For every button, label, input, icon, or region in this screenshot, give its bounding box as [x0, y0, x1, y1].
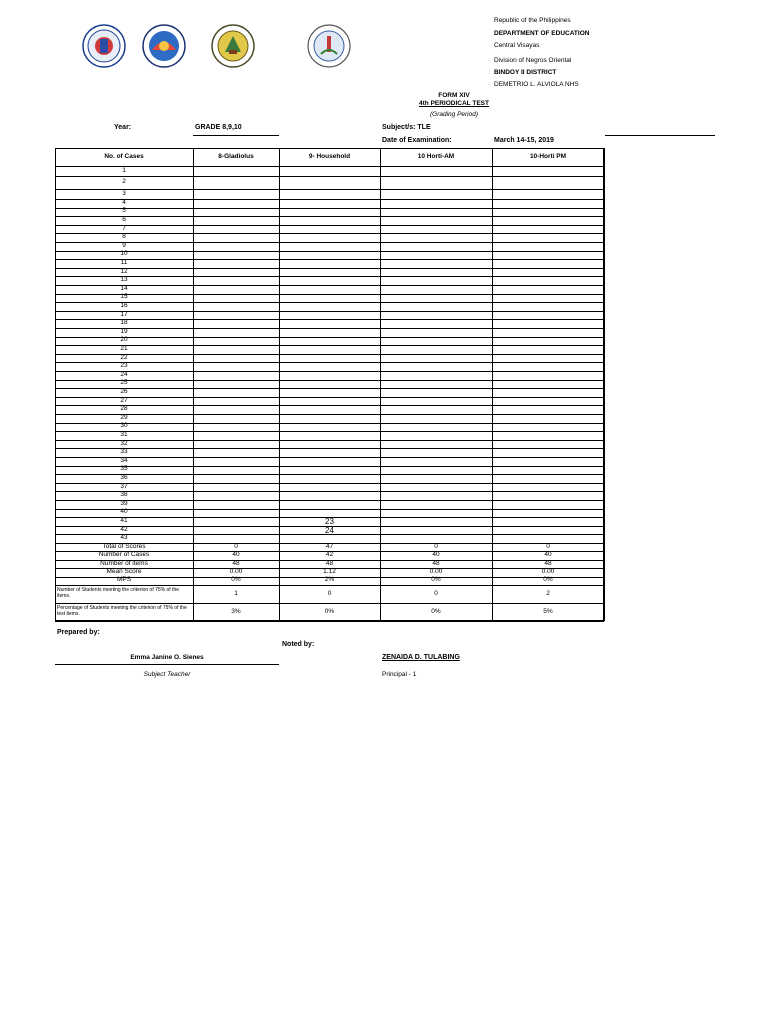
case-number: 25 [120, 379, 128, 387]
division-seal-icon [211, 24, 255, 68]
column-header: 10-Horti PM [529, 153, 567, 160]
criterion-value: 0% [324, 607, 335, 615]
summary-label: Number of Cases [98, 551, 150, 559]
case-number: 11 [120, 259, 128, 266]
summary-value: 40 [432, 551, 440, 559]
criterion-label: Number of Students meeting the criterion of 75% of the items. [57, 587, 180, 599]
summary-value: 2% [324, 576, 335, 584]
summary-value: 40 [232, 551, 240, 559]
case-number: 15 [120, 293, 128, 301]
case-number: 6 [122, 216, 126, 223]
teacher-signature-line [55, 664, 279, 665]
case-number: 39 [120, 499, 128, 507]
case-number: 36 [120, 474, 128, 481]
prepared-by-label: Prepared by: [57, 629, 100, 636]
case-number: 27 [120, 396, 128, 404]
table-row-line [55, 603, 604, 604]
date-label: Date of Examination: [382, 137, 452, 144]
date-value: March 14-15, 2019 [494, 137, 554, 144]
table-row-line [55, 176, 604, 177]
criterion-label: Percentage of Students meeting the criterion of 75% of the test items. [57, 605, 187, 617]
case-number: 22 [120, 353, 128, 361]
header-line: Central Visayas [494, 42, 540, 49]
header-line: DEMETRIO L. ALVIOLA NHS [494, 81, 579, 88]
summary-label: Number of items [100, 559, 148, 567]
criterion-value: 5% [543, 607, 553, 615]
case-number: 33 [120, 448, 128, 456]
case-number: 17 [120, 310, 128, 318]
case-number: 5 [122, 207, 126, 215]
summary-value: 1.12 [323, 567, 336, 575]
summary-value: 48 [432, 559, 440, 567]
case-score: 23 [325, 517, 334, 526]
case-number: 31 [120, 431, 128, 438]
summary-value: 42 [325, 551, 334, 559]
summary-value: 0.00 [541, 567, 555, 575]
case-number: 41 [120, 517, 128, 524]
criterion-value: 0 [434, 589, 438, 597]
case-number: 24 [120, 370, 128, 378]
summary-label: Mean Score [106, 567, 142, 575]
teacher-name: Emma Janine O. Sienes [130, 654, 204, 661]
column-header: 9- Household [308, 153, 351, 160]
table-row-line [55, 621, 604, 622]
case-score: 24 [325, 525, 334, 535]
header-line: Republic of the Philippines [494, 17, 571, 24]
test-title: 4th PERIODICAL TEST [419, 100, 489, 107]
principal-title: Principal - 1 [382, 671, 417, 678]
grading-period: (Grading Period) [429, 111, 479, 118]
school-seal-icon [307, 24, 351, 68]
column-header: 10 Horti-AM [417, 153, 455, 160]
summary-value: 48 [232, 559, 240, 567]
case-number: 32 [120, 439, 128, 447]
case-number: 3 [122, 189, 126, 197]
summary-value: 40 [544, 551, 552, 559]
case-number: 26 [120, 388, 128, 395]
case-number: 40 [120, 508, 128, 516]
grade-underline [193, 135, 279, 136]
summary-value: 0% [543, 576, 553, 584]
summary-label: Total of Scores [102, 542, 146, 550]
criterion-value: 1 [234, 589, 238, 597]
summary-value: 48 [325, 559, 334, 567]
summary-value: 47 [325, 542, 334, 550]
table-row-line [55, 585, 604, 586]
case-number: 2 [122, 178, 126, 185]
summary-value: 0.00 [229, 567, 243, 575]
column-header: 8-Gladiolus [218, 153, 254, 160]
table-column-line [604, 148, 605, 621]
case-number: 23 [120, 362, 128, 370]
deped-seal-icon [82, 24, 126, 68]
case-number: 12 [120, 267, 128, 275]
summary-value: 0 [546, 542, 550, 550]
principal-name: ZENAIDA D. TULABING [382, 654, 460, 661]
summary-value: 48 [544, 559, 552, 567]
header-line: Division of Negros Oriental [494, 57, 572, 64]
case-number: 16 [120, 302, 128, 309]
year-label: Year: [114, 124, 132, 131]
subject-underline [605, 135, 715, 136]
case-number: 13 [120, 276, 128, 284]
case-number: 34 [120, 456, 128, 464]
case-number: 7 [122, 224, 126, 232]
case-number: 43 [120, 534, 128, 542]
item-analysis-table [55, 148, 606, 621]
case-number: 14 [120, 284, 128, 292]
noted-by-label: Noted by: [282, 641, 315, 648]
criterion-value: 3% [231, 607, 241, 615]
department-of-education-logo-icon [142, 24, 186, 68]
summary-value: 0 [434, 542, 438, 550]
case-number: 42 [120, 525, 128, 533]
criterion-value: 0% [431, 607, 441, 615]
summary-value: 0% [231, 576, 241, 584]
case-number: 19 [120, 327, 128, 335]
teacher-title: Subject Teacher [143, 671, 191, 678]
criterion-value: 0 [327, 589, 332, 597]
grade-value: GRADE 8,9,10 [195, 124, 242, 131]
header-line: BINDOY II DISTRICT [494, 69, 557, 76]
case-number: 37 [120, 482, 128, 490]
summary-label: MPS [116, 576, 132, 584]
summary-value: 0 [234, 542, 238, 550]
case-number: 29 [120, 413, 128, 421]
header-line: DEPARTMENT OF EDUCATION [494, 30, 590, 37]
case-number: 8 [122, 233, 126, 241]
summary-value: 0% [431, 576, 441, 584]
case-number: 20 [120, 336, 128, 344]
form-title: FORM XIV [438, 92, 470, 99]
case-number: 4 [122, 198, 126, 206]
case-number: 30 [120, 422, 128, 430]
case-number: 1 [122, 166, 126, 174]
case-number: 9 [122, 241, 126, 249]
summary-value: 0.00 [429, 567, 443, 575]
column-header: No. of Cases [104, 153, 144, 160]
case-number: 28 [120, 405, 128, 413]
subject-label: Subject/s: TLE [382, 124, 431, 131]
criterion-value: 2 [546, 589, 550, 597]
case-number: 35 [120, 465, 128, 473]
case-number: 38 [120, 491, 128, 499]
case-number: 18 [120, 319, 128, 327]
case-number: 21 [120, 345, 128, 352]
case-number: 10 [120, 250, 128, 258]
